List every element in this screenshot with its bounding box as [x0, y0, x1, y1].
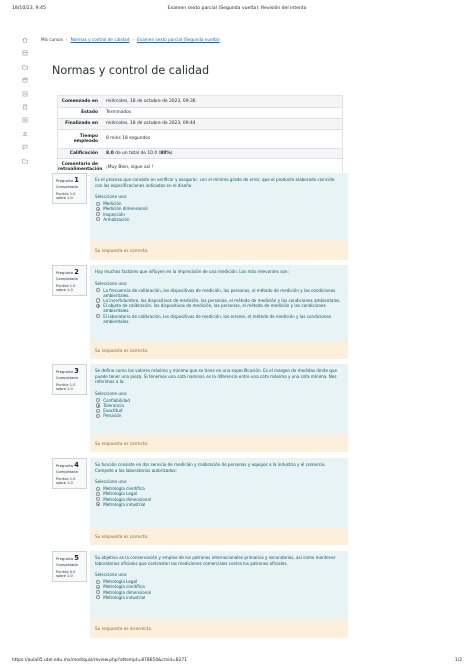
radio-button[interactable] — [96, 502, 100, 506]
question-content — [90, 458, 348, 528]
answer-options — [95, 201, 343, 222]
answer-options — [95, 288, 343, 324]
question-info — [52, 458, 87, 489]
option-text: Metrología Legal — [103, 579, 138, 585]
question-state: Completada — [56, 185, 78, 189]
radio-button[interactable] — [96, 304, 100, 308]
radio-button[interactable] — [96, 298, 100, 302]
radio-button[interactable] — [96, 409, 100, 413]
breadcrumb-separator: › — [132, 37, 135, 42]
question-number — [56, 554, 84, 562]
option-text: Metrología científica — [103, 584, 145, 590]
question-label: Pregunta — [56, 369, 74, 374]
option-text: Exactitud — [103, 408, 123, 414]
summary-label: Finalizado en — [65, 121, 98, 126]
radio-button[interactable] — [96, 497, 100, 501]
print-url: https://aula05.utel.edu.mx/mod/quiz/review.php?attempt=878654&cmid=8271 — [12, 658, 187, 663]
summary-row — [58, 148, 342, 159]
question-prompt: Seleccione uno: — [95, 390, 128, 396]
answer-option[interactable] — [95, 595, 343, 600]
answer-option[interactable] — [95, 288, 343, 298]
summary-value: ¡Muy Bien, sigue así ! — [106, 164, 154, 170]
summary-value: Terminados — [106, 110, 132, 116]
question-prompt: Seleccione uno: — [95, 280, 128, 286]
question-num: 4 — [74, 461, 79, 469]
summary-label: Calificación — [69, 150, 98, 156]
question-info — [52, 364, 87, 395]
question-label: Pregunta — [56, 178, 74, 183]
radio-button[interactable] — [96, 217, 100, 221]
breadcrumb — [41, 37, 220, 42]
question-label: Pregunta — [56, 270, 74, 275]
question-number — [56, 461, 84, 469]
question-feedback: Su respuesta es correcta. — [90, 240, 348, 260]
option-text: Medición dimensional — [103, 206, 148, 212]
question-content — [90, 364, 348, 434]
folder-icon[interactable] — [18, 155, 32, 168]
radio-button[interactable] — [96, 314, 100, 318]
grade-total: de un total de 10.0 ( — [113, 150, 161, 156]
radio-button[interactable] — [96, 202, 100, 206]
question-grade: Puntúa 1.0 sobre 1.0 — [56, 383, 76, 392]
option-text: Metrología dimensional — [103, 496, 151, 502]
option-text: Metrología industrial — [103, 501, 146, 507]
option-text: La incertidumbre, los dispositivos de medición, las personas, el método de medición y las condiciones ambientales. — [103, 298, 341, 303]
answer-option[interactable] — [95, 217, 343, 222]
question-info — [52, 173, 87, 204]
radio-button[interactable] — [96, 492, 100, 496]
dashboard-icon[interactable] — [18, 47, 32, 60]
option-text: Armalización — [103, 216, 130, 222]
users-icon[interactable] — [18, 128, 32, 141]
question-text: Hay muchos factores que influyen en la imprecisión de una medición. Los más relevantes son: — [95, 269, 289, 274]
summary-value: miércoles, 18 de octubre de 2023, 09:36 — [106, 99, 196, 104]
grade-value — [100, 151, 342, 156]
print-title: Examen sexto parcial (Segunda vuelta): Revisión del intento — [167, 6, 307, 11]
option-text: Tolerancia — [103, 402, 124, 408]
question-num: 3 — [74, 367, 79, 375]
question-grade: Puntúa 1.0 sobre 1.0 — [56, 284, 76, 293]
question-info — [52, 551, 87, 582]
question-prompt: Seleccione uno: — [95, 479, 128, 485]
radio-button[interactable] — [96, 398, 100, 402]
question-text: Su objetivo es la conservación y empleo de los patrones internacionales primarios y secundarios, así como mantener laboratorios oficiales que contrasten las mediciones comerciales contra los patrones oficiales. — [95, 555, 336, 566]
question-feedback: Su respuesta es correcta. — [90, 434, 348, 452]
question-grade: Puntúa 0.0 sobre 1.0 — [56, 570, 76, 579]
question-feedback: Su respuesta es correcta. — [90, 528, 348, 545]
answer-option[interactable] — [95, 303, 343, 313]
breadcrumb-my-courses[interactable]: Mis cursos — [41, 37, 63, 42]
radio-button[interactable] — [96, 414, 100, 418]
summary-row — [58, 96, 342, 107]
question-text: Se define como los valores máximo y mínimo que se tiene en una especificación. Es el margen de medidas límite que puede tener una pieza. Si tenemos una cota nominal, es la diferencia entre una cota máxima y una cota mínima. Nos referimos a la: — [95, 368, 337, 385]
option-text: Metrología científica — [103, 486, 145, 492]
radio-button[interactable] — [96, 585, 100, 589]
radio-button[interactable] — [96, 580, 100, 584]
option-text: Inspección — [103, 211, 125, 217]
calendar-icon[interactable] — [18, 74, 32, 87]
radio-button[interactable] — [96, 595, 100, 599]
radio-button[interactable] — [96, 207, 100, 211]
option-text: La frecuencia de calibración, los dispositivos de medición, las personas, el método de medición y las condiciones ambientales. — [103, 287, 336, 298]
option-text: El laboratorio de calibración, los dispositivos de medición, los errores, el método de medición y las condiciones ambientales. — [103, 313, 332, 324]
question-number — [56, 268, 84, 276]
question-prompt: Seleccione uno: — [95, 572, 128, 578]
list-icon[interactable] — [18, 114, 32, 127]
answer-option[interactable] — [95, 502, 343, 507]
question-state: Completada — [56, 563, 78, 567]
question-content — [90, 265, 348, 341]
question-grade: Puntúa 1.0 sobre 1.0 — [56, 477, 76, 486]
question-num: 5 — [74, 554, 79, 562]
attempt-summary-table — [57, 95, 343, 176]
option-text: Medición — [103, 201, 122, 207]
breadcrumb-separator: › — [65, 37, 68, 42]
summary-row — [58, 107, 342, 118]
question-state: Completada — [56, 470, 78, 474]
summary-label: Tiempo empleado — [73, 133, 98, 144]
grade-percent: 80% — [160, 150, 171, 156]
question-label: Pregunta — [56, 463, 74, 468]
question-feedback: Su respuesta es incorrecta. — [90, 619, 348, 638]
home-icon[interactable] — [18, 34, 32, 47]
sidebar — [18, 34, 32, 168]
breadcrumb-course[interactable]: Normas y control de calidad — [70, 37, 130, 42]
summary-row — [58, 118, 342, 129]
question-state: Completada — [56, 376, 78, 380]
summary-row — [58, 129, 342, 148]
answer-options — [95, 398, 343, 419]
option-text: Precisión — [103, 413, 122, 419]
answer-options — [95, 486, 343, 507]
question-content — [90, 173, 348, 240]
question-text: Es el proceso que consiste en verificar y asegurar, con el mínimo grado de error, que el producto elaborado coincide con las especificaciones indicadas en el diseño. — [95, 177, 335, 188]
question-num: 2 — [74, 268, 79, 276]
answer-option[interactable] — [95, 314, 343, 324]
summary-label: Comentario de retroalimentación — [58, 162, 103, 172]
summary-value: 8 mins 18 segundos — [106, 136, 151, 141]
grade-score: 8.0 — [106, 150, 114, 156]
answer-option[interactable] — [95, 413, 343, 418]
radio-button[interactable] — [96, 288, 100, 292]
radio-button[interactable] — [96, 487, 100, 491]
grade-close: ) — [170, 150, 173, 156]
option-text: El objeto de calibración, los dispositivos de medición, las personas, el método de medición y las condiciones ambientales. — [103, 303, 326, 314]
chat-icon[interactable] — [18, 141, 32, 154]
print-datetime: 18/10/23, 9:45 — [12, 6, 46, 11]
question-feedback: Su respuesta es correcta. — [90, 341, 348, 359]
answer-options — [95, 579, 343, 600]
print-footer — [12, 658, 462, 666]
radio-button[interactable] — [96, 590, 100, 594]
breadcrumb-quiz[interactable]: Examen sexto parcial (Segunda vuelta) — [137, 37, 220, 42]
radio-button[interactable] — [96, 212, 100, 216]
question-text: Su función consiste en dar servicio de medición y calibración de personas y equipos a la industria y el comercio. Compete a los laboratorios autorizados: — [95, 462, 326, 473]
question-number — [56, 367, 84, 375]
question-content — [90, 551, 348, 619]
page-title: Normas y control de calidad — [52, 64, 210, 77]
radio-button[interactable] — [96, 403, 100, 407]
question-label: Pregunta — [56, 556, 74, 561]
summary-label: Estado — [81, 110, 98, 116]
book-icon[interactable] — [18, 101, 32, 114]
print-header — [12, 6, 462, 16]
option-text: Metrología industrial — [103, 594, 146, 600]
option-text: Metrología Legal — [103, 491, 138, 497]
question-grade: Puntúa 1.0 sobre 1.0 — [56, 192, 76, 201]
question-prompt: Seleccione uno: — [95, 194, 128, 200]
question-num: 1 — [74, 176, 79, 184]
question-state: Completada — [56, 277, 78, 281]
grades-icon[interactable] — [18, 88, 32, 101]
question-info — [52, 265, 87, 296]
option-text: Confiabilidad — [103, 397, 130, 403]
summary-value: miércoles, 18 de octubre de 2023, 09:44 — [106, 121, 196, 126]
print-page-number: 1/2 — [454, 658, 462, 663]
question-number — [56, 176, 84, 184]
option-text: Metrología dimensional — [103, 589, 151, 595]
folder-icon[interactable] — [18, 61, 32, 74]
summary-label: Comenzado en — [61, 99, 98, 104]
